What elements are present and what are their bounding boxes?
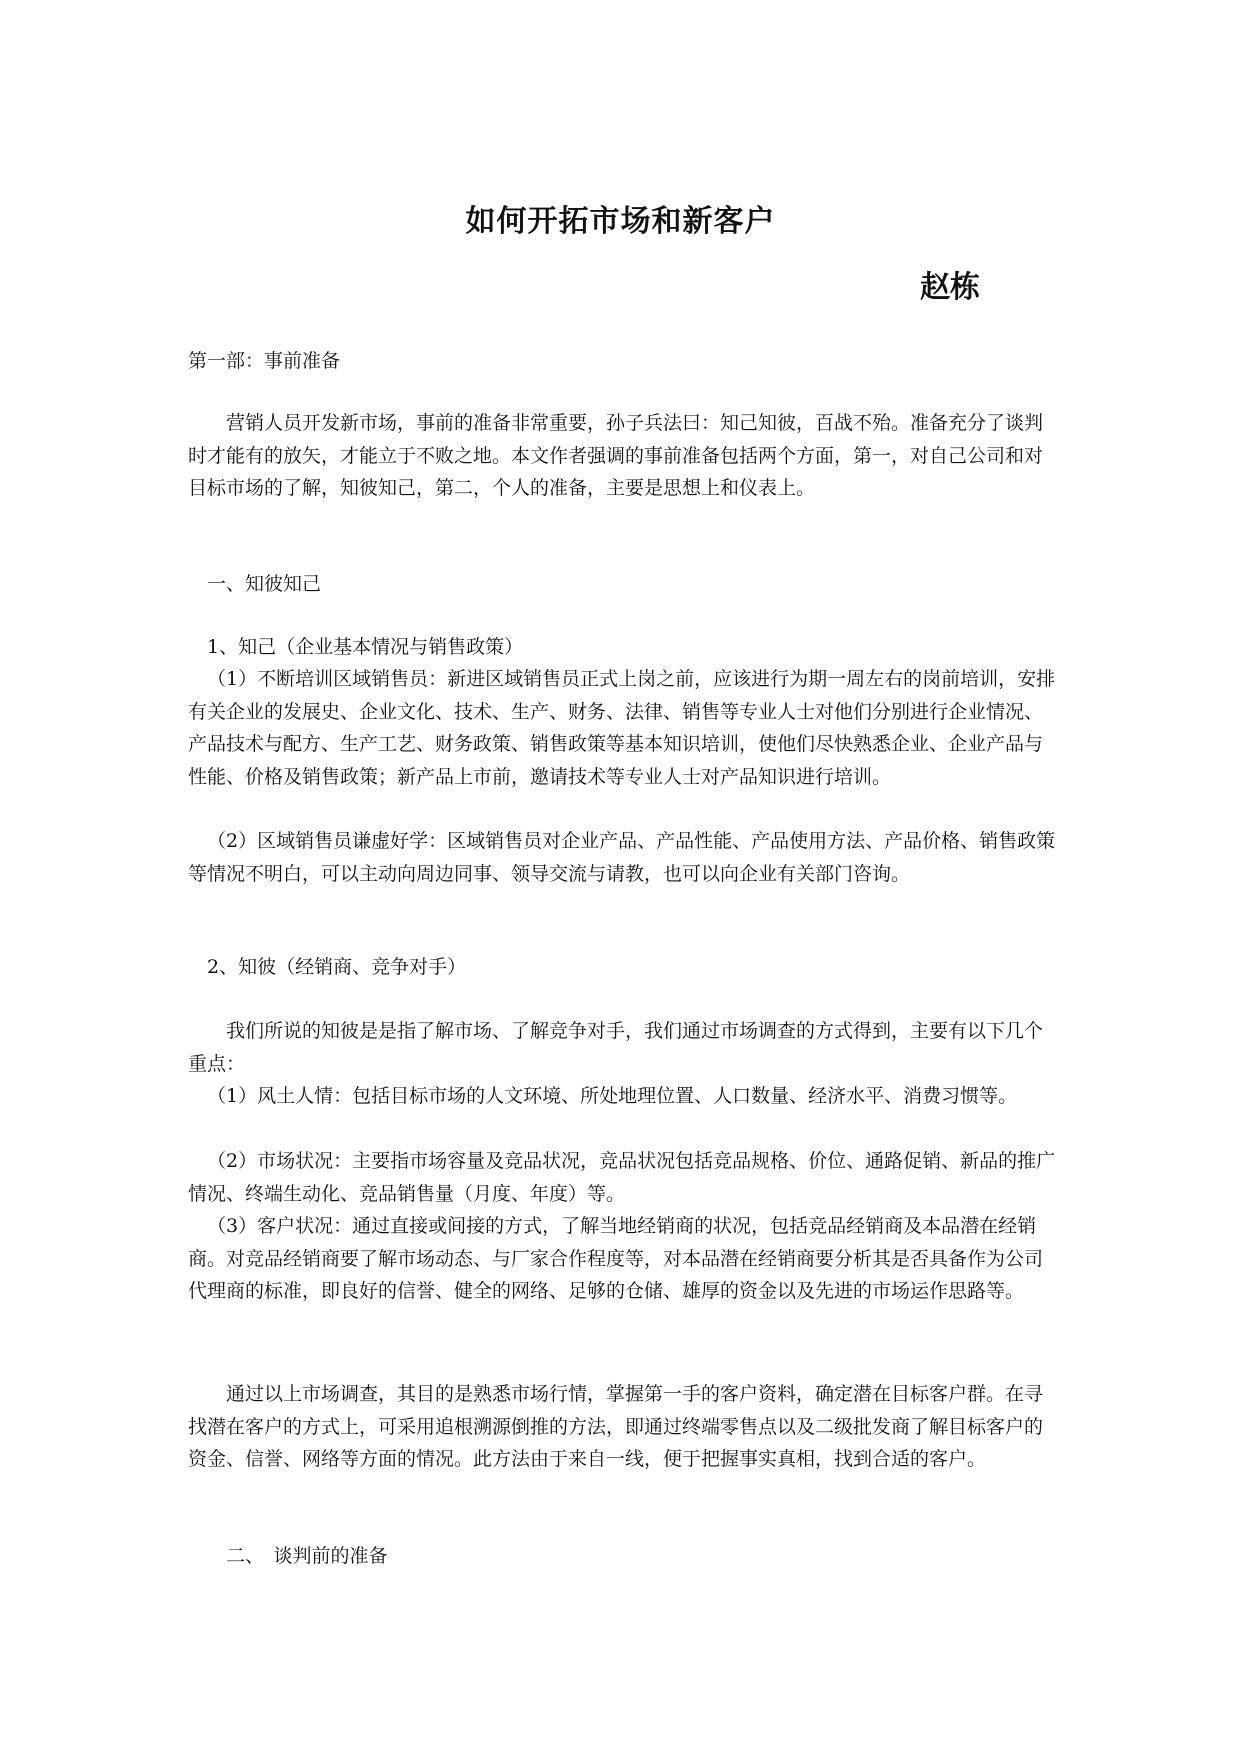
summary-paragraph: 通过以上市场调查，其目的是熟悉市场行情，掌握第一手的客户资料，确定潜在目标客户群。在寻找潜在客户的方式上，可采用追根溯源倒推的方法，即通过终端零售点以及二级批发商了解目标客户的资金、信誉、网络等方面的情况。此方法由于来自一线，便于把握事实真相，找到合适的客户。 <box>188 1383 1044 1470</box>
section2-heading: 二、 谈判前的准备 <box>226 1545 388 1567</box>
sub2-heading: 2、知彼（经销商、竞争对手） <box>207 956 467 978</box>
sub2-paragraph-2: （2）市场状况：主要指市场容量及竞品状况，竞品状况包括竞品规格、价位、通路促销、新品的推广情况、终端生动化、竞品销售量（月度、年度）等。 <box>188 1150 1056 1205</box>
sub1-paragraph-1: （1）不断培训区域销售员：新进区域销售员正式上岗之前，应该进行为期一周左右的岗前培训，安排有关企业的发展史、企业文化、技术、生产、财务、法律、销售等专业人士对他们分别进行企业情况、产品技术与配方、生产工艺、财务政策、销售政策等基本知识培训，使他们尽快熟悉企业、企业产品与性能、价格及销售政策；新产品上市前，邀请技术等专业人士对产品知识进行培训。 <box>188 668 1056 788</box>
document-author: 赵栋 <box>920 270 980 305</box>
intro-paragraph: 营销人员开发新市场，事前的准备非常重要，孙子兵法曰：知己知彼，百战不殆。准备充分了谈判时才能有的放矢，才能立于不败之地。本文作者强调的事前准备包括两个方面，第一，对自己公司和对目标市场的了解，知彼知己，第二，个人的准备，主要是思想上和仪表上。 <box>188 412 1044 499</box>
part1-heading: 第一部：事前准备 <box>188 350 341 372</box>
sub2-paragraph-3: （3）客户状况：通过直接或间接的方式，了解当地经销商的状况，包括竞品经销商及本品潜在经销商。对竞品经销商要了解市场动态、与厂家合作程度等，对本品潜在经销商要分析其是否具备作为公司代理商的标准，即良好的信誉、健全的网络、足够的仓储、雄厚的资金以及先进的市场运作思路等。 <box>188 1215 1044 1302</box>
sub2-intro-paragraph: 我们所说的知彼是是指了解市场、了解竞争对手，我们通过市场调查的方式得到，主要有以下几个重点： <box>188 1020 1044 1075</box>
sub2-paragraph-1: （1）风土人情：包括目标市场的人文环境、所处地理位置、人口数量、经济水平、消费习惯等。 <box>207 1085 1018 1107</box>
document-title: 如何开拓市场和新客户 <box>465 204 776 239</box>
section1-heading: 一、知彼知己 <box>207 573 322 595</box>
sub1-heading: 1、知己（企业基本情况与销售政策） <box>207 636 524 658</box>
sub1-paragraph-2: （2）区域销售员谦虚好学：区域销售员对企业产品、产品性能、产品使用方法、产品价格、销售政策等情况不明白，可以主动向周边同事、领导交流与请教，也可以向企业有关部门咨询。 <box>188 830 1056 885</box>
